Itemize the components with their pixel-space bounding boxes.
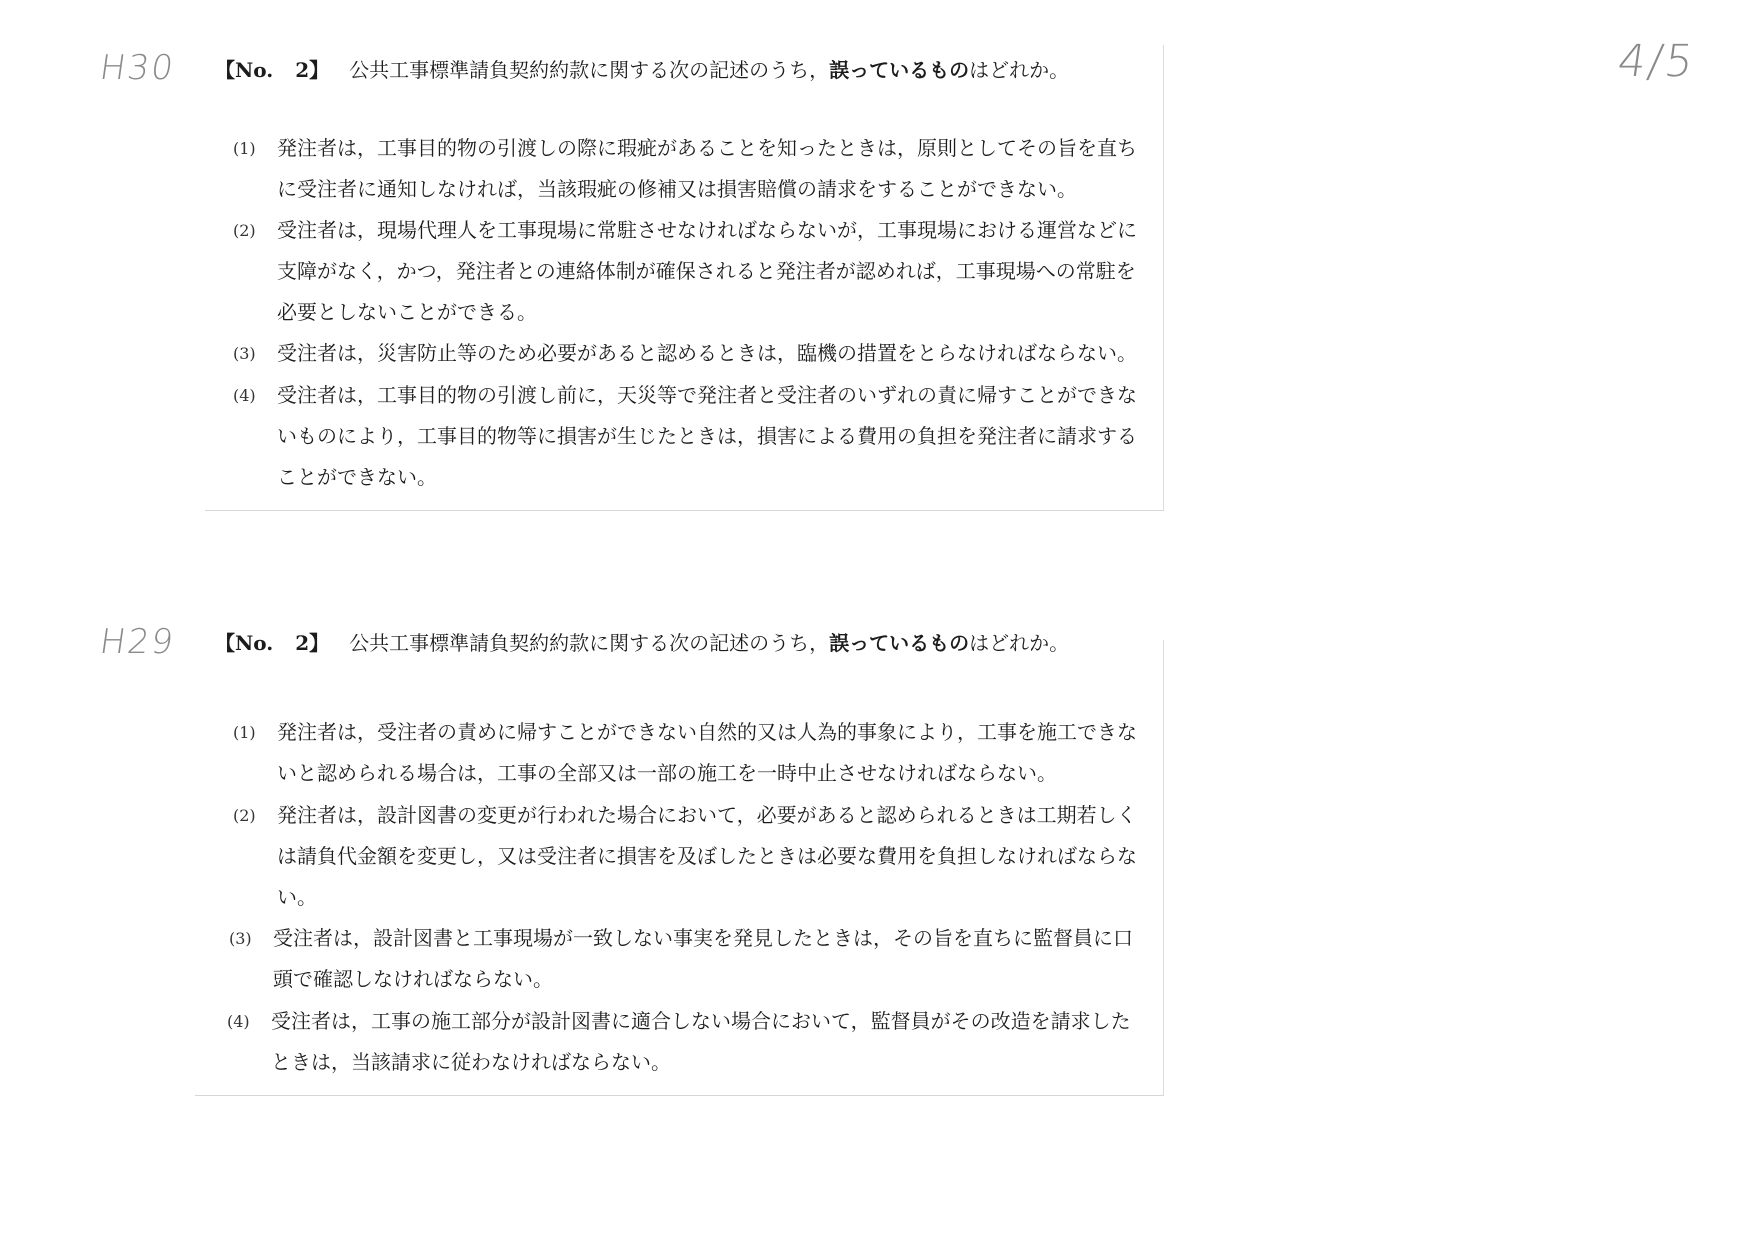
option-text: 発注者は，設計図書の変更が行われた場合において，必要があると認められるときは工期若しくは請負代金額を変更し，又は受注者に損害を及ぼしたときは必要な費用を負担しなければならない。 (277, 803, 1137, 909)
option-2 (233, 795, 1147, 918)
question-number: 2】 (295, 631, 330, 655)
handwritten-year-h29: H29 (97, 622, 178, 662)
option-marker: (3) (233, 344, 256, 363)
option-marker: (4) (227, 1012, 250, 1031)
question-no-label: 【No. (215, 631, 274, 655)
option-marker: (1) (233, 139, 256, 158)
option-text: 受注者は，災害防止等のため必要があると認めるときは，臨機の措置をとらなければならない。 (277, 341, 1137, 365)
question-text-end: はどれか。 (969, 631, 1070, 655)
question-emphasis: 誤っているもの (829, 58, 970, 82)
question-no-label: 【No. (215, 58, 274, 82)
option-1 (233, 712, 1147, 794)
option-marker: (1) (233, 723, 256, 742)
question-header (215, 54, 1069, 83)
option-text: 受注者は，工事目的物の引渡し前に，天災等で発注者と受注者のいずれの責に帰すことができないものにより，工事目的物等に損害が生じたときは，損害による費用の負担を発注者に請求することができない。 (277, 383, 1137, 489)
question-text-end: はどれか。 (969, 58, 1070, 82)
option-marker: (3) (229, 929, 252, 948)
option-3 (233, 333, 1147, 374)
option-2 (233, 210, 1147, 333)
handwritten-year-h30: H30 (97, 48, 178, 88)
question-number: 2】 (295, 58, 330, 82)
question-emphasis: 誤っているもの (829, 631, 970, 655)
handwritten-page-mark: 4/5 (1614, 36, 1699, 87)
option-4 (233, 375, 1147, 498)
option-marker: (4) (233, 386, 256, 405)
option-text: 受注者は，設計図書と工事現場が一致しない事実を発見したときは，その旨を直ちに監督員に口頭で確認しなければならない。 (273, 926, 1133, 991)
option-text: 発注者は，工事目的物の引渡しの際に瑕疵があることを知ったときは，原則としてその旨を直ちに受注者に通知しなければ，当該瑕疵の修補又は損害賠償の請求をすることができない。 (277, 136, 1137, 201)
question-text: 公共工事標準請負契約約款に関する次の記述のうち， (349, 631, 830, 655)
option-text: 受注者は，現場代理人を工事現場に常駐させなければならないが，工事現場における運営などに支障がなく，かつ，発注者との連絡体制が確保されると発注者が認めれば，工事現場への常駐を必要としないことができる。 (277, 218, 1137, 324)
option-marker: (2) (233, 806, 256, 825)
option-text: 発注者は，受注者の責めに帰すことができない自然的又は人為的事象により，工事を施工できないと認められる場合は，工事の全部又は一部の施工を一時中止させなければならない。 (277, 720, 1137, 785)
option-1 (233, 128, 1147, 210)
option-4 (227, 1001, 1141, 1083)
option-3 (229, 918, 1143, 1000)
question-header (215, 627, 1069, 656)
option-marker: (2) (233, 221, 256, 240)
question-text: 公共工事標準請負契約約款に関する次の記述のうち， (349, 58, 830, 82)
option-text: 受注者は，工事の施工部分が設計図書に適合しない場合において，監督員がその改造を請求したときは，当該請求に従わなければならない。 (271, 1009, 1131, 1074)
